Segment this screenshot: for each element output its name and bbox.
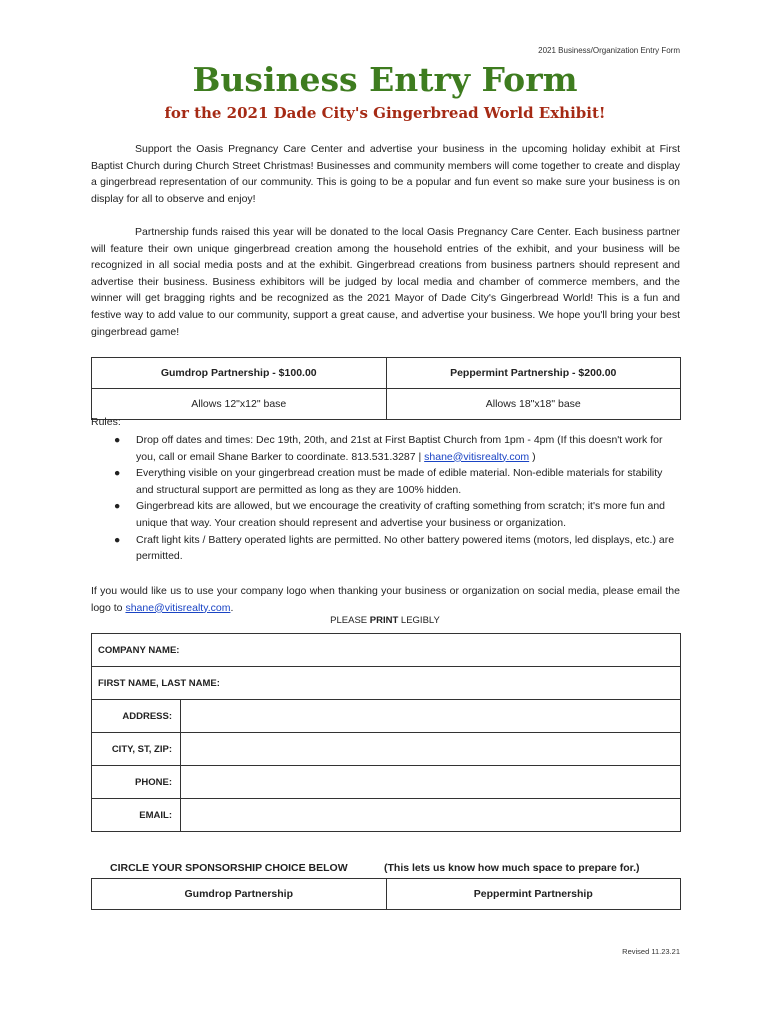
email-link[interactable]: shane@vitisrealty.com [424, 450, 530, 463]
table-row [92, 799, 681, 832]
partnership-text: Partnership funds raised this year will be donated to the local Oasis Pregnancy Care Center. Each business partner will feature their own unique gingerbread creation among the household entries of the exhibit, and your business will be recognized in all social media posts and at the exhibit. Gingerbread creations from business partners should represent and advertise their business. Business exhibitors will be judged by local media and chamber of commerce members, and the winner will get bragging rights and be recognized as the 2021 Mayor of Dade City's Gingerbread World! This is a fun and festive way to add value to our community, support a great cause, and advertise your business. We hope you'll bring your best gingerbread game! [91, 226, 680, 338]
sponsorship-choice-table [91, 878, 681, 910]
contact-form-table [91, 633, 681, 832]
bullet-icon: ● [114, 500, 121, 513]
table-row [92, 389, 681, 420]
rule-text: Gingerbread kits are allowed, but we encourage the creativity of crafting something from scratch; it's more fun and unique that way. Your creation should represent and advertise your business or organization. [136, 500, 666, 529]
table-row [92, 879, 681, 910]
bullet-icon: ● [114, 434, 121, 446]
table-row [92, 358, 681, 389]
choice-heading: CIRCLE YOUR SPONSORSHIP CHOICE BELOW [110, 862, 348, 874]
choice-note: (This lets us know how much space to prepare for.) [384, 862, 640, 874]
rule-text: Drop off dates and times: Dec 19th, 20th, and 21st at First Baptist Church from 1pm - 4pm (If this doesn't work for you, call or email Shane Barker to coordinate. 813.531.3287 | [136, 434, 663, 463]
print-note-b: PRINT [369, 615, 399, 626]
intro-paragraph [91, 141, 680, 207]
rule-text: Everything visible on your gingerbread creation must be made of edible material. Non-edible materials for stability and structural support are permitted as long as they are 100% hidden. [136, 467, 663, 496]
logo-paragraph [91, 583, 680, 616]
table-row [92, 766, 681, 799]
gumdrop-title: Gumdrop Partnership - $100.00 [92, 358, 387, 389]
phone-field[interactable] [181, 766, 681, 799]
email-field[interactable] [181, 799, 681, 832]
table-row [92, 700, 681, 733]
page-title: Business Entry Form [192, 60, 578, 99]
logo-text-end: . [230, 601, 234, 614]
print-note-c: LEGIBLY [398, 615, 440, 626]
peppermint-title: Peppermint Partnership - $200.00 [386, 358, 681, 389]
gumdrop-option[interactable]: Gumdrop Partnership [92, 879, 387, 910]
email-label: EMAIL: [92, 799, 181, 832]
address-field[interactable] [181, 700, 681, 733]
revision-date: Revised 11.23.21 [622, 947, 680, 956]
bullet-icon: ● [114, 533, 121, 546]
partnership-paragraph [91, 224, 680, 340]
rules-label: Rules: [91, 416, 121, 428]
table-row [92, 667, 681, 700]
logo-text: If you would like us to use your company logo when thanking your business or organization on social media, please email the logo to [91, 585, 680, 614]
page-subtitle: for the 2021 Dade City's Gingerbread World Exhibit! [164, 104, 606, 122]
city-field[interactable] [181, 733, 681, 766]
logo-email-link[interactable]: shane@vitisrealty.com [125, 601, 231, 614]
partnership-table [91, 357, 681, 420]
table-row [92, 733, 681, 766]
rule-text-end: ) [529, 450, 536, 463]
company-name-field[interactable]: COMPANY NAME: [92, 634, 681, 667]
bullet-icon: ● [114, 467, 121, 480]
print-note [0, 615, 770, 626]
rules-list [91, 432, 681, 565]
print-note-a: PLEASE [330, 615, 370, 626]
list-item [91, 465, 681, 498]
list-item [91, 532, 681, 565]
list-item [91, 432, 681, 465]
peppermint-option[interactable]: Peppermint Partnership [386, 879, 681, 910]
peppermint-base: Allows 18"x18" base [386, 389, 681, 420]
phone-label: PHONE: [92, 766, 181, 799]
table-row [92, 634, 681, 667]
city-label: CITY, ST, ZIP: [92, 733, 181, 766]
rule-text: Craft light kits / Battery operated lights are permitted. No other battery powered items (motors, led displays, etc.) are permitted. [136, 533, 675, 563]
header-note: 2021 Business/Organization Entry Form [538, 46, 680, 55]
address-label: ADDRESS: [92, 700, 181, 733]
gumdrop-base: Allows 12"x12" base [92, 389, 387, 420]
list-item [91, 498, 681, 531]
contact-name-field[interactable]: FIRST NAME, LAST NAME: [92, 667, 681, 700]
intro-text: Support the Oasis Pregnancy Care Center and advertise your business in the upcoming holiday exhibit at First Baptist Church during Church Street Christmas! Businesses and community members will come together to create and display a gingerbread representation of our community. This is going to be a popular and fun event so make sure your business is on display for all to observe and enjoy! [91, 143, 680, 205]
